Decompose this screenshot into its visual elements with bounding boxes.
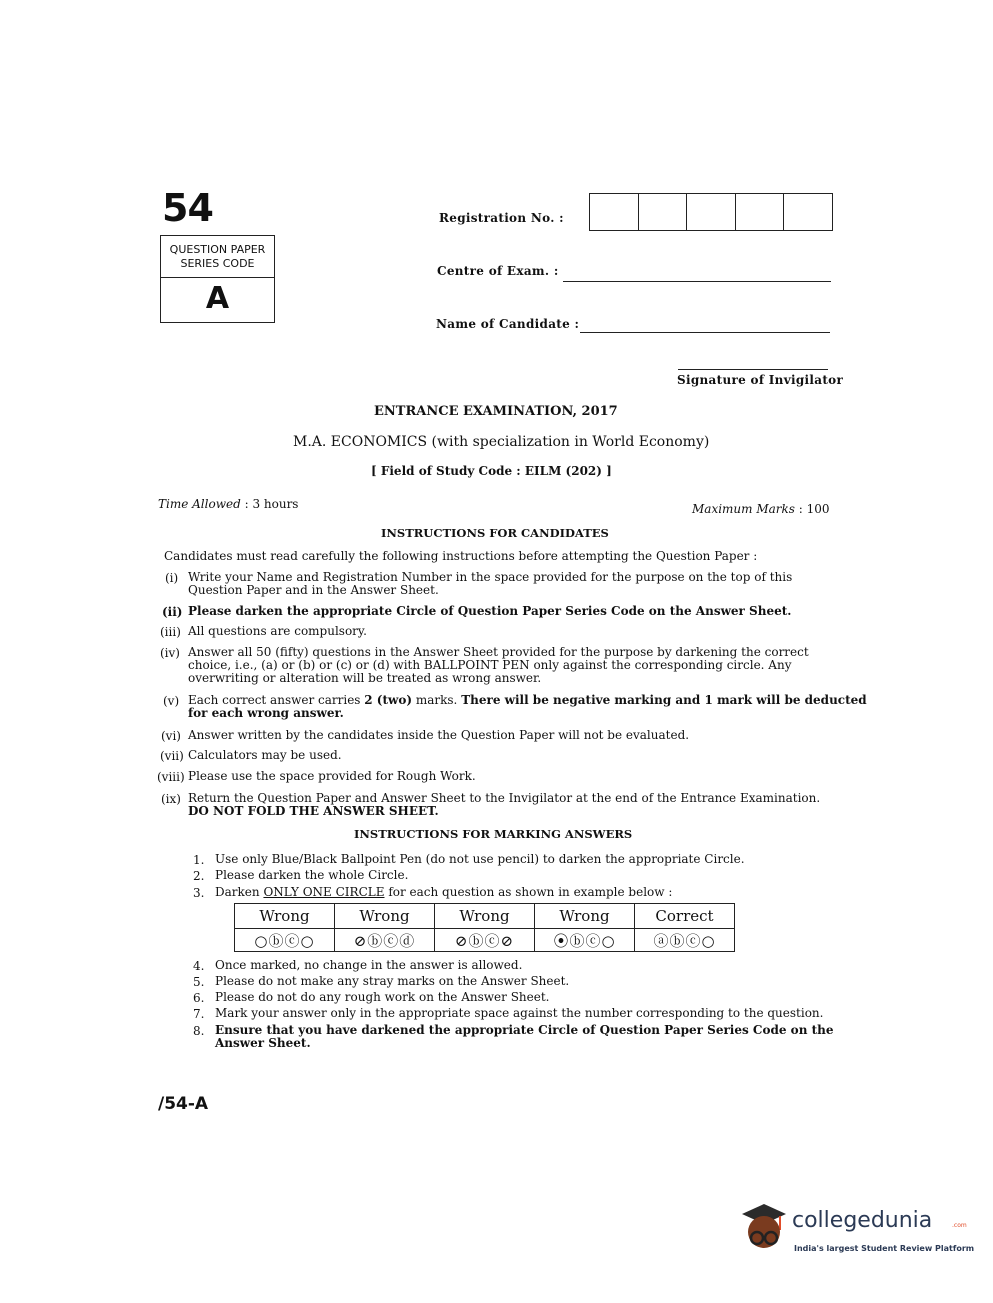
instruction-item: Please darken the appropriate Circle of Question Paper Series Code on the Answer Sheet. bbox=[188, 604, 792, 618]
example-circles: ⓐⓑⓒ○ bbox=[635, 929, 735, 952]
marking-item: Please do not make any stray marks on the Answer Sheet. bbox=[215, 974, 570, 988]
marking-item: Ensure that you have darkened the appropriate Circle of Question Paper Series Code on the Answer Sheet. bbox=[215, 1023, 834, 1050]
example-circles: ⊘ⓑⓒ⊘ bbox=[435, 929, 535, 952]
instruction-item: Calculators may be used. bbox=[188, 748, 342, 762]
registration-number-boxes[interactable] bbox=[589, 193, 833, 231]
marking-item: Once marked, no change in the answer is allowed. bbox=[215, 958, 523, 972]
registration-digit-box[interactable] bbox=[639, 194, 688, 230]
marking-item: Mark your answer only in the appropriate space against the number corresponding to the question. bbox=[215, 1006, 824, 1020]
centre-label: Centre of Exam. : bbox=[437, 264, 559, 278]
candidate-name-field-line[interactable] bbox=[580, 332, 830, 333]
instruction-item: Answer written by the candidates inside the Question Paper will not be evaluated. bbox=[188, 728, 690, 742]
collegedunia-tagline: India's largest Student Review Platform bbox=[794, 1244, 975, 1253]
instruction-item: Please use the space provided for Rough Work. bbox=[188, 769, 476, 783]
series-code-box bbox=[160, 235, 275, 323]
instruction-item: Write your Name and Registration Number in the space provided for the purpose on the top of this Question Paper and in the Answer Sheet. bbox=[188, 570, 793, 597]
series-code-label: QUESTION PAPER SERIES CODE bbox=[161, 236, 274, 278]
exam-subject: M.A. ECONOMICS (with specialization in World Economy) bbox=[293, 434, 710, 450]
time-allowed: Time Allowed : 3 hours bbox=[158, 497, 299, 511]
instruction-item: Return the Question Paper and Answer Sheet to the Invigilator at the end of the Entrance Examination. DO NOT FOLD THE ANSWER SHEET. bbox=[188, 791, 821, 818]
marking-item: Darken ONLY ONE CIRCLE for each question as shown in example below : bbox=[215, 885, 673, 899]
marking-example-table bbox=[234, 903, 735, 952]
collegedunia-mascot-icon bbox=[736, 1200, 792, 1260]
paper-number: 54 bbox=[162, 186, 213, 230]
example-header: Correct bbox=[635, 904, 735, 929]
registration-label: Registration No. : bbox=[439, 211, 564, 225]
series-code-value: A bbox=[205, 281, 230, 316]
signature-label: Signature of Invigilator bbox=[677, 373, 844, 387]
instructions-intro: Candidates must read carefully the following instructions before attempting the Question Paper : bbox=[164, 549, 758, 563]
example-header: Wrong bbox=[335, 904, 435, 929]
exam-title: ENTRANCE EXAMINATION, 2017 bbox=[374, 404, 618, 419]
maximum-marks: Maximum Marks : 100 bbox=[692, 502, 830, 516]
instructions-heading: INSTRUCTIONS FOR CANDIDATES bbox=[381, 526, 609, 540]
registration-digit-box[interactable] bbox=[736, 194, 785, 230]
example-circles: ○ⓑⓒ○ bbox=[235, 929, 335, 952]
registration-digit-box[interactable] bbox=[687, 194, 736, 230]
marking-item: Please darken the whole Circle. bbox=[215, 868, 409, 882]
signature-line[interactable] bbox=[678, 369, 828, 370]
example-circles: ⊘ⓑⓒⓓ bbox=[335, 929, 435, 952]
instruction-item: All questions are compulsory. bbox=[188, 624, 367, 638]
example-header: Wrong bbox=[535, 904, 635, 929]
marking-item: Use only Blue/Black Ballpoint Pen (do not use pencil) to darken the appropriate Circle. bbox=[215, 852, 745, 866]
instruction-item: Answer all 50 (fifty) questions in the Answer Sheet provided for the purpose by darkening the correct choice, i.e., (a) or (b) or (c) or (d) with BALLPOINT PEN only against the corresponding circle. Any overwriting or alteration will be treated as wrong answer. bbox=[188, 645, 809, 685]
candidate-name-label: Name of Candidate : bbox=[436, 317, 580, 331]
example-header: Wrong bbox=[435, 904, 535, 929]
collegedunia-logo-com: .com bbox=[952, 1222, 967, 1229]
registration-digit-box[interactable] bbox=[784, 194, 832, 230]
collegedunia-logo-text: collegedunia bbox=[792, 1208, 933, 1233]
registration-digit-box[interactable] bbox=[590, 194, 639, 230]
example-header: Wrong bbox=[235, 904, 335, 929]
marking-heading: INSTRUCTIONS FOR MARKING ANSWERS bbox=[354, 827, 633, 841]
page-code: /54-A bbox=[158, 1094, 209, 1114]
centre-field-line[interactable] bbox=[563, 281, 831, 282]
instruction-item: Each correct answer carries 2 (two) marks. There will be negative marking and 1 mark will be deducted for each wrong answer. bbox=[188, 693, 867, 720]
field-of-study-code: [ Field of Study Code : EILM (202) ] bbox=[371, 464, 612, 478]
marking-item: Please do not do any rough work on the Answer Sheet. bbox=[215, 990, 550, 1004]
example-circles: ⦿ⓑⓒ○ bbox=[535, 929, 635, 952]
